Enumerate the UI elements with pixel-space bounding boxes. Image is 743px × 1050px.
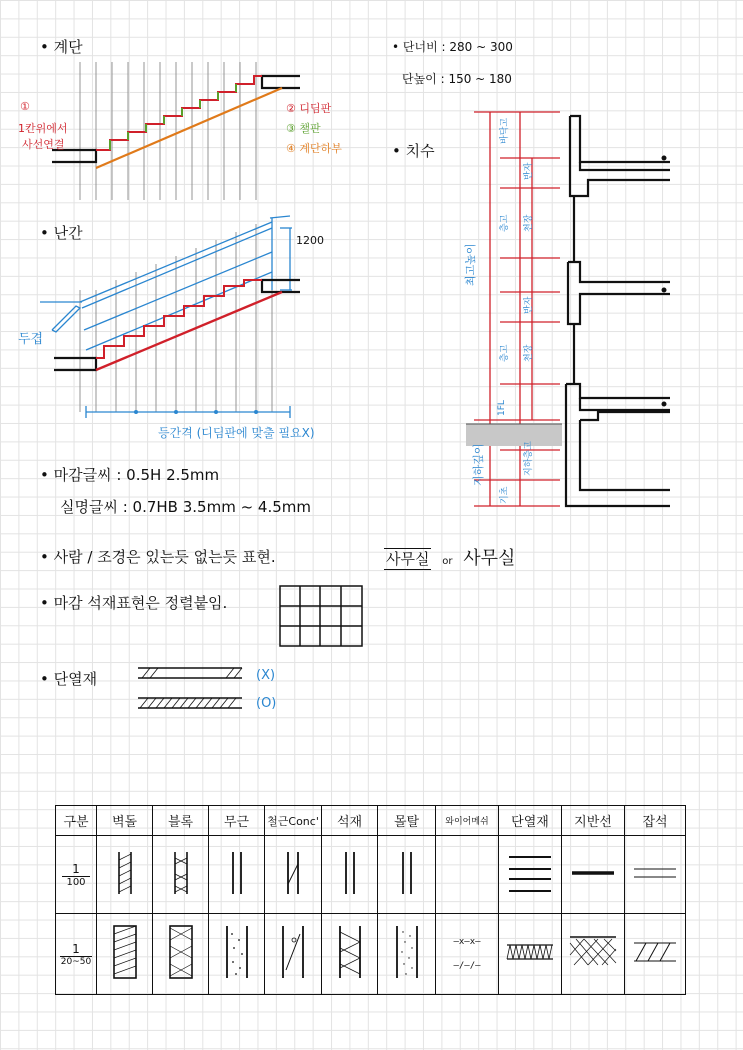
symbol-gravel-20 xyxy=(625,914,686,995)
table-header-block: 블록 xyxy=(153,806,209,836)
table-header-mortar: 몰탈 xyxy=(378,806,436,836)
dim-ceiling-top: 반자 xyxy=(524,162,534,180)
dim-1fl: 1FL xyxy=(497,400,507,416)
table-header-row xyxy=(56,806,686,836)
dim-parapet: 바닥고 xyxy=(500,117,510,144)
table-header-ground-line: 지반선 xyxy=(562,806,625,836)
symbol-ground-line-20 xyxy=(562,914,625,995)
symbol-gravel-100 xyxy=(625,836,686,914)
insulation-wrong-mark: (X) xyxy=(256,668,276,683)
symbol-block-20 xyxy=(153,914,209,995)
scale1-numerator: 1 xyxy=(62,862,90,877)
scale2-denominator: 20~50 xyxy=(60,956,92,967)
office-or: or xyxy=(442,556,453,567)
symbol-ground-line-100 xyxy=(562,836,625,914)
symbol-rc-100 xyxy=(265,836,322,914)
office-boxed-label: 사무실 xyxy=(386,550,430,568)
dimension-heading: • 치수 xyxy=(392,142,435,160)
table-header-wire-mesh: 와이어메쉬 xyxy=(436,806,499,836)
dim-max-height: 최고높이 xyxy=(464,243,477,286)
lettering-desc: 실명글씨 : 0.7HB 3.5mm ~ 4.5mm xyxy=(60,498,312,516)
symbol-plain-concrete-20 xyxy=(209,914,265,995)
table-header-plain-concrete: 무근 xyxy=(209,806,265,836)
symbol-mortar-100 xyxy=(378,836,436,914)
railing-heading: • 난간 xyxy=(40,224,83,242)
symbol-wire-mesh-20 xyxy=(436,914,499,995)
material-symbol-table xyxy=(55,805,686,995)
tread-width: • 단너비 : 280 ~ 300 xyxy=(392,40,513,54)
symbol-stone-100 xyxy=(322,836,378,914)
people-note: • 사람 / 조경은 있는듯 없는듯 표현. xyxy=(40,548,276,566)
stairs-note-tread: ② 디딤판 xyxy=(286,102,332,115)
symbol-block-100 xyxy=(153,836,209,914)
table-row xyxy=(56,914,686,995)
table-header-stone: 석재 xyxy=(322,806,378,836)
table-header-brick: 벽돌 xyxy=(97,806,153,836)
insulation-right-mark: (O) xyxy=(256,696,277,711)
table-header-gravel: 잡석 xyxy=(625,806,686,836)
railing-height: 1200 xyxy=(296,234,324,247)
stairs-note1-line1: 1칸위에서 xyxy=(18,122,68,135)
symbol-plain-concrete-100 xyxy=(209,836,265,914)
dim-floor-height-mid: 층고 xyxy=(500,344,510,362)
tread-height: 단높이 : 150 ~ 180 xyxy=(402,72,512,86)
scale-1-20-50 xyxy=(56,914,97,995)
stone-note: • 마감 석재표현은 정렬붙임. xyxy=(40,594,228,612)
dim-foundation: 기초 xyxy=(500,486,510,504)
table-header-insulation: 단열재 xyxy=(499,806,562,836)
stairs-note1-num: ① xyxy=(20,100,30,113)
table-corner: 구분 xyxy=(56,806,97,836)
symbol-stone-20 xyxy=(322,914,378,995)
dim-basement-floor: 지하층고 xyxy=(524,441,534,476)
scale-1-100 xyxy=(56,836,97,914)
symbol-rc-20 xyxy=(265,914,322,995)
table-header-rc: 철근Conc' xyxy=(265,806,322,836)
scale2-numerator: 1 xyxy=(60,942,92,957)
symbol-brick-20 xyxy=(97,914,153,995)
symbol-insulation-100 xyxy=(499,836,562,914)
railing-thickness: 두겹 xyxy=(18,332,44,347)
dim-basement-depth: 지하깊이 xyxy=(472,443,485,486)
lettering-finish: • 마감글씨 : 0.5H 2.5mm xyxy=(40,466,220,484)
symbol-insulation-20 xyxy=(499,914,562,995)
stairs-note-underside: ④ 계단하부 xyxy=(286,142,342,155)
symbol-mortar-20 xyxy=(378,914,436,995)
wire-mesh-row-x: —x—x— xyxy=(453,937,481,947)
dim-floor-height-top: 층고 xyxy=(500,214,510,232)
dim-ceiling-mid: 반자 xyxy=(524,296,534,314)
stairs-note1-line2: 사선연결 xyxy=(22,138,65,151)
table-row xyxy=(56,836,686,914)
insulation-heading: • 단열재 xyxy=(40,670,98,688)
symbol-wire-mesh-100 xyxy=(436,836,499,914)
dim-ceiling-space-top: 천장 xyxy=(524,214,534,232)
dim-ceiling-space-mid: 천장 xyxy=(524,344,534,362)
wire-mesh-row-slash: —/—/— xyxy=(453,961,481,971)
stairs-heading: • 계단 xyxy=(40,38,83,56)
stairs-note-riser: ③ 챌판 xyxy=(286,122,321,135)
office-plain-label: 사무실 xyxy=(463,548,516,569)
scale1-denominator: 100 xyxy=(66,876,86,888)
railing-spacing: 등간격 (디딤판에 맞출 필요X) xyxy=(158,426,315,440)
symbol-brick-100 xyxy=(97,836,153,914)
